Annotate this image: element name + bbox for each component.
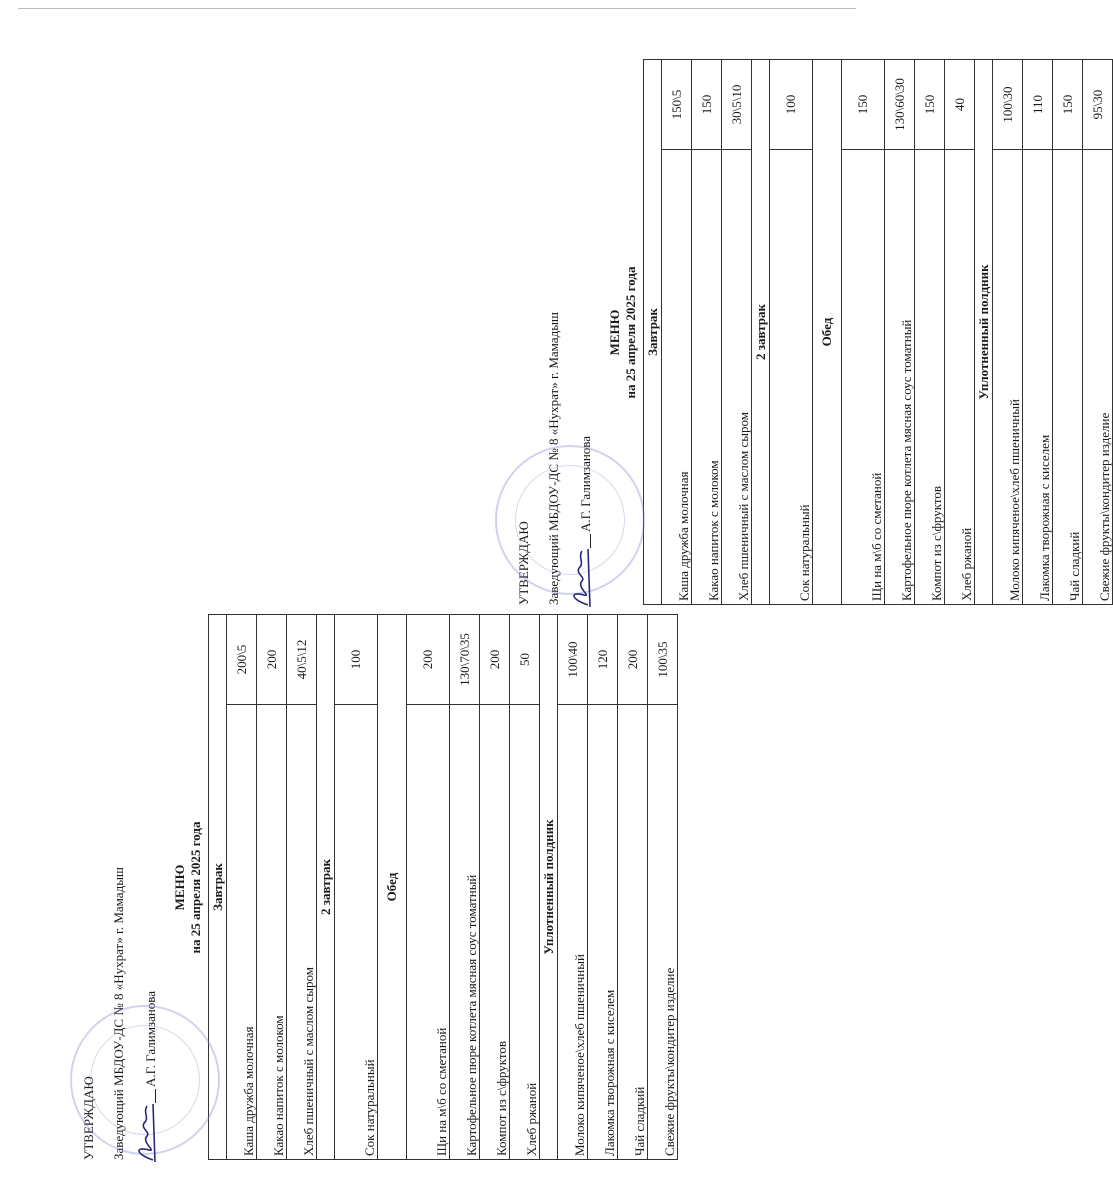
head-line: Заведующий МБДОУ-ДС № 8 «Нухрат» г. Мамадыш	[111, 867, 126, 1160]
table-row	[450, 614, 480, 1159]
table-row	[618, 614, 648, 1159]
portion: 95\30	[1083, 59, 1113, 149]
menu-header	[515, 60, 643, 605]
portion: 130\70\35	[450, 614, 480, 704]
table-row	[588, 614, 618, 1159]
table-row	[257, 614, 287, 1159]
portion: 100	[770, 59, 813, 149]
table-row	[1023, 59, 1053, 604]
portion: 110	[1023, 59, 1053, 149]
portion: 150\5	[662, 59, 692, 149]
table-row	[558, 614, 588, 1159]
menu-title: МЕНЮ	[172, 864, 187, 911]
signature	[137, 1105, 159, 1160]
portion: 40	[945, 59, 975, 149]
table-row	[335, 614, 378, 1159]
portion: 100\30	[993, 59, 1023, 149]
dish-name: Чай сладкий	[1053, 150, 1083, 605]
table-row	[885, 59, 915, 604]
table-row	[480, 614, 510, 1159]
dish-name: Свежие фрукты\кондитер изделие	[648, 705, 678, 1160]
dish-name: Картофельное пюре котлета мясная соус томатный	[450, 705, 480, 1160]
portion: 200	[480, 614, 510, 704]
table-row	[227, 614, 257, 1159]
portion: 130\60\30	[885, 59, 915, 149]
table-row	[648, 614, 678, 1159]
dish-name: Компот из с\фруктов	[480, 705, 510, 1160]
section-breakfast: Завтрак	[209, 614, 227, 1159]
section-snack: Уплотненный полдник	[975, 59, 993, 604]
portion: 150	[1053, 59, 1083, 149]
portion: 200	[407, 614, 450, 704]
dish-name: Чай сладкий	[618, 705, 648, 1160]
section-snack: Уплотненный полдник	[540, 614, 558, 1159]
portion: 200	[257, 614, 287, 704]
dish-name: Каша дружба молочная	[227, 705, 257, 1160]
dish-name: Щи на м\б со сметаной	[842, 150, 885, 605]
section-lunch: Обед	[378, 614, 407, 1159]
approve-label: УТВЕРЖДАЮ	[516, 521, 531, 605]
menu-table	[643, 59, 1113, 605]
table-row	[662, 59, 692, 604]
section-lunch: Обед	[813, 59, 842, 604]
table-row	[993, 59, 1023, 604]
dish-name: Какао напиток с молоком	[257, 705, 287, 1160]
menu-header	[80, 615, 208, 1160]
portion: 40\5\12	[287, 614, 317, 704]
portion: 30\5\10	[722, 59, 752, 149]
signer-name: А.Г. Галимзанова	[143, 990, 158, 1087]
menu-block-1	[80, 615, 678, 1160]
table-row	[287, 614, 317, 1159]
signature-underline	[155, 1089, 156, 1103]
menu-table	[208, 614, 678, 1160]
dish-name: Молоко кипяченое\хлеб пшеничный	[558, 705, 588, 1160]
dish-name: Щи на м\б со сметаной	[407, 705, 450, 1160]
dish-name: Какао напиток с молоком	[692, 150, 722, 605]
section-second-breakfast: 2 завтрак	[752, 59, 770, 604]
dish-name: Хлеб ржаной	[510, 705, 540, 1160]
signature	[572, 550, 594, 605]
dish-name: Сок натуральный	[770, 150, 813, 605]
dish-name: Хлеб пшеничный с маслом сыром	[722, 150, 752, 605]
dish-name: Молоко кипяченое\хлеб пшеничный	[993, 150, 1023, 605]
dish-name: Компот из с\фруктов	[915, 150, 945, 605]
dish-name: Картофельное пюре котлета мясная соус томатный	[885, 150, 915, 605]
dish-name: Лакомка творожная с киселем	[588, 705, 618, 1160]
portion: 100\35	[648, 614, 678, 704]
portion: 200	[618, 614, 648, 704]
table-row	[945, 59, 975, 604]
table-row	[510, 614, 540, 1159]
table-row	[722, 59, 752, 604]
portion: 120	[588, 614, 618, 704]
dish-name: Каша дружба молочная	[662, 150, 692, 605]
menu-date: на 25 апреля 2025 года	[188, 821, 203, 954]
table-row	[1083, 59, 1113, 604]
dish-name: Свежие фрукты\кондитер изделие	[1083, 150, 1113, 605]
section-breakfast: Завтрак	[644, 59, 662, 604]
table-row	[407, 614, 450, 1159]
portion: 150	[842, 59, 885, 149]
head-line: Заведующий МБДОУ-ДС № 8 «Нухрат» г. Мамадыш	[546, 312, 561, 605]
menu-block-2	[515, 60, 1113, 605]
signature-underline	[590, 534, 591, 548]
portion: 150	[915, 59, 945, 149]
portion: 200\5	[227, 614, 257, 704]
dish-name: Лакомка творожная с киселем	[1023, 150, 1053, 605]
section-second-breakfast: 2 завтрак	[317, 614, 335, 1159]
table-row	[692, 59, 722, 604]
signer-name: А.Г. Галимзанова	[578, 435, 593, 532]
dish-name: Хлеб ржаной	[945, 150, 975, 605]
table-row	[770, 59, 813, 604]
portion: 100\40	[558, 614, 588, 704]
table-row	[842, 59, 885, 604]
table-row	[915, 59, 945, 604]
menu-title: МЕНЮ	[607, 309, 622, 356]
portion: 100	[335, 614, 378, 704]
table-row	[1053, 59, 1083, 604]
dish-name: Хлеб пшеничный с маслом сыром	[287, 705, 317, 1160]
portion: 50	[510, 614, 540, 704]
dish-name: Сок натуральный	[335, 705, 378, 1160]
portion: 150	[692, 59, 722, 149]
menu-date: на 25 апреля 2025 года	[623, 266, 638, 399]
approve-label: УТВЕРЖДАЮ	[81, 1076, 96, 1160]
